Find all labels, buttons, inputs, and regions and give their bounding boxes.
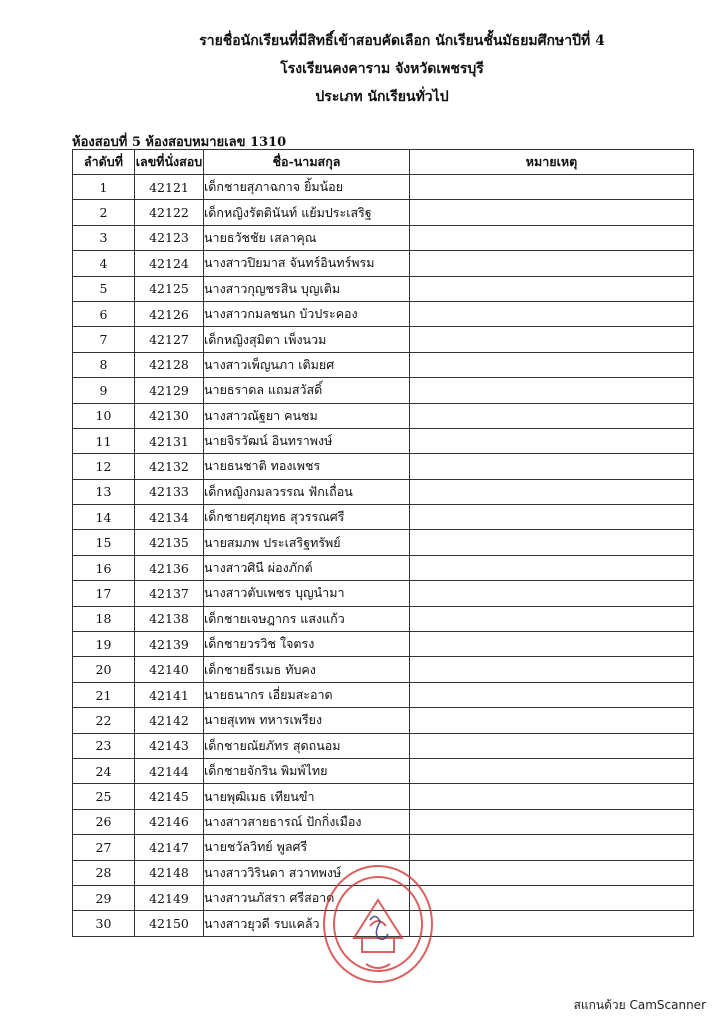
seat-number: 42121 <box>135 175 204 200</box>
seat-number: 42147 <box>135 835 204 860</box>
row-number: 5 <box>73 276 135 301</box>
table-row <box>73 454 694 479</box>
student-name: นางสาวเพ็ญนภา เติมยศ <box>204 352 410 377</box>
seat-number: 42140 <box>135 657 204 682</box>
student-name: เด็กหญิงกมลวรรณ ฟักเถื่อน <box>204 479 410 504</box>
remark-cell <box>410 835 694 860</box>
table-row <box>73 835 694 860</box>
row-number: 12 <box>73 454 135 479</box>
student-name: นายพุฒิเมธ เทียนขำ <box>204 784 410 809</box>
student-name: นางสาวยุวดี รบแคล้ว <box>204 911 410 936</box>
table-row <box>73 530 694 555</box>
table-row <box>73 479 694 504</box>
table-row <box>73 403 694 428</box>
remark-cell <box>410 885 694 910</box>
remark-cell <box>410 454 694 479</box>
table-row <box>73 251 694 276</box>
remark-cell <box>410 606 694 631</box>
remark-cell <box>410 225 694 250</box>
seat-number: 42146 <box>135 809 204 834</box>
column-header-note: หมายเหตุ <box>410 150 694 175</box>
row-number: 16 <box>73 555 135 580</box>
remark-cell <box>410 657 694 682</box>
row-number: 9 <box>73 378 135 403</box>
school-seal-stamp <box>318 860 436 990</box>
remark-cell <box>410 378 694 403</box>
school-name: โรงเรียนคงคาราม จังหวัดเพชรบุรี <box>280 61 484 77</box>
student-name: เด็กชายวรวิช ใจตรง <box>204 632 410 657</box>
table-row <box>73 682 694 707</box>
table-row <box>73 784 694 809</box>
seat-number: 42125 <box>135 276 204 301</box>
student-name: นายสมภพ ประเสริฐทรัพย์ <box>204 530 410 555</box>
remark-cell <box>410 555 694 580</box>
seat-number: 42138 <box>135 606 204 631</box>
remark-cell <box>410 581 694 606</box>
student-name: เด็กชายจักริน พิมพ์ไทย <box>204 758 410 783</box>
seat-number: 42148 <box>135 860 204 885</box>
student-name: นางสาวณัฐยา คนชม <box>204 403 410 428</box>
remark-cell <box>410 403 694 428</box>
table-row <box>73 352 694 377</box>
student-name: นายธนากร เอี่ยมสะอาด <box>204 682 410 707</box>
seat-number: 42131 <box>135 428 204 453</box>
table-row <box>73 378 694 403</box>
table-row <box>73 276 694 301</box>
table-row <box>73 225 694 250</box>
seat-number: 42143 <box>135 733 204 758</box>
row-number: 19 <box>73 632 135 657</box>
row-number: 23 <box>73 733 135 758</box>
row-number: 6 <box>73 301 135 326</box>
table-row <box>73 175 694 200</box>
remark-cell <box>410 276 694 301</box>
remark-cell <box>410 251 694 276</box>
exam-room-label: ห้องสอบที่ 5 ห้องสอบหมายเลข 1310 <box>72 135 287 150</box>
student-name: นางสาวตับเพชร บุญนำมา <box>204 581 410 606</box>
remark-cell <box>410 860 694 885</box>
row-number: 3 <box>73 225 135 250</box>
row-number: 20 <box>73 657 135 682</box>
remark-cell <box>410 428 694 453</box>
student-name: นางสาวปิยมาส จันทร์อินทร์พรม <box>204 251 410 276</box>
remark-cell <box>410 505 694 530</box>
student-name: นางสาวกุญชรสิน บุญเติม <box>204 276 410 301</box>
student-name: เด็กชายธีรเมธ ทับคง <box>204 657 410 682</box>
seat-number: 42150 <box>135 911 204 936</box>
row-number: 29 <box>73 885 135 910</box>
column-header-name: ชื่อ-นามสกุล <box>204 150 410 175</box>
row-number: 28 <box>73 860 135 885</box>
student-name: นายธวัชชัย เสลาคุณ <box>204 225 410 250</box>
seat-number: 42136 <box>135 555 204 580</box>
row-number: 26 <box>73 809 135 834</box>
remark-cell <box>410 733 694 758</box>
student-name: นายธนชาติ ทองเพชร <box>204 454 410 479</box>
remark-cell <box>410 632 694 657</box>
seat-number: 42144 <box>135 758 204 783</box>
table-row <box>73 301 694 326</box>
remark-cell <box>410 327 694 352</box>
table-row <box>73 809 694 834</box>
row-number: 8 <box>73 352 135 377</box>
remark-cell <box>410 758 694 783</box>
row-number: 4 <box>73 251 135 276</box>
remark-cell <box>410 352 694 377</box>
row-number: 10 <box>73 403 135 428</box>
seat-number: 42126 <box>135 301 204 326</box>
remark-cell <box>410 784 694 809</box>
table-header-row <box>73 150 694 175</box>
remark-cell <box>410 809 694 834</box>
row-number: 30 <box>73 911 135 936</box>
row-number: 13 <box>73 479 135 504</box>
row-number: 21 <box>73 682 135 707</box>
student-name: เด็กหญิงรัตตินันท์ แย้มประเสริฐ <box>204 200 410 225</box>
student-list-table <box>72 149 694 937</box>
student-name: นายธราดล แถมสวัสดิ์ <box>204 378 410 403</box>
seat-number: 42128 <box>135 352 204 377</box>
table-row <box>73 428 694 453</box>
seat-number: 42139 <box>135 632 204 657</box>
row-number: 14 <box>73 505 135 530</box>
seat-number: 42127 <box>135 327 204 352</box>
row-number: 18 <box>73 606 135 631</box>
row-number: 2 <box>73 200 135 225</box>
row-number: 17 <box>73 581 135 606</box>
table-row <box>73 555 694 580</box>
table-row <box>73 733 694 758</box>
student-name: เด็กชายเจษฎากร แสงแก้ว <box>204 606 410 631</box>
document-title: รายชื่อนักเรียนที่มีสิทธิ์เข้าสอบคัดเลือก นักเรียนชั้นมัธยมศึกษาปีที่ 4 <box>199 33 605 49</box>
student-name: นางสาวศินี ผ่องภักต์ <box>204 555 410 580</box>
seat-number: 42124 <box>135 251 204 276</box>
seat-number: 42129 <box>135 378 204 403</box>
student-name: นางสาวนภัสรา ศรีสอาด <box>204 885 410 910</box>
row-number: 24 <box>73 758 135 783</box>
student-name: เด็กหญิงสุมิตา เพ็งนวม <box>204 327 410 352</box>
remark-cell <box>410 301 694 326</box>
student-name: นางสาวกมลชนก บัวประคอง <box>204 301 410 326</box>
row-number: 27 <box>73 835 135 860</box>
row-number: 25 <box>73 784 135 809</box>
student-name: เด็กชายสุภาฉกาจ ยิ้มน้อย <box>204 175 410 200</box>
student-name: นายจิรวัฒน์ อินทราพงษ์ <box>204 428 410 453</box>
row-number: 11 <box>73 428 135 453</box>
remark-cell <box>410 175 694 200</box>
table-row <box>73 657 694 682</box>
column-header-seat: เลขที่นั่งสอบ <box>135 150 204 175</box>
table-row <box>73 200 694 225</box>
column-header-number: ลำดับที่ <box>73 150 135 175</box>
student-name: นายสุเทพ ทหารเพรียง <box>204 708 410 733</box>
scanner-watermark: สแกนด้วย CamScanner <box>573 998 706 1012</box>
remark-cell <box>410 200 694 225</box>
remark-cell <box>410 530 694 555</box>
student-category: ประเภท นักเรียนทั่วไป <box>315 89 449 105</box>
seat-number: 42132 <box>135 454 204 479</box>
remark-cell <box>410 911 694 936</box>
remark-cell <box>410 708 694 733</box>
seat-number: 42122 <box>135 200 204 225</box>
seat-number: 42142 <box>135 708 204 733</box>
seat-number: 42135 <box>135 530 204 555</box>
seat-number: 42149 <box>135 885 204 910</box>
student-name: เด็กชายศุภยุทธ สุวรรณศรี <box>204 505 410 530</box>
remark-cell <box>410 479 694 504</box>
student-name: นายชวัลวิทย์ พูลศรี <box>204 835 410 860</box>
table-row <box>73 327 694 352</box>
row-number: 7 <box>73 327 135 352</box>
seat-number: 42130 <box>135 403 204 428</box>
table-row <box>73 758 694 783</box>
seat-number: 42133 <box>135 479 204 504</box>
row-number: 15 <box>73 530 135 555</box>
student-name: เด็กชายณัยภัทร สุดถนอม <box>204 733 410 758</box>
table-row <box>73 505 694 530</box>
table-row <box>73 632 694 657</box>
row-number: 22 <box>73 708 135 733</box>
student-name: นางสาววิรินดา สวาทพงษ์ <box>204 860 410 885</box>
seat-number: 42141 <box>135 682 204 707</box>
student-name: นางสาวสายธารณ์ ปักกิ่งเมือง <box>204 809 410 834</box>
table-row <box>73 606 694 631</box>
row-number: 1 <box>73 175 135 200</box>
seat-number: 42137 <box>135 581 204 606</box>
seat-number: 42145 <box>135 784 204 809</box>
seat-number: 42123 <box>135 225 204 250</box>
table-row <box>73 708 694 733</box>
table-row <box>73 581 694 606</box>
remark-cell <box>410 682 694 707</box>
seat-number: 42134 <box>135 505 204 530</box>
